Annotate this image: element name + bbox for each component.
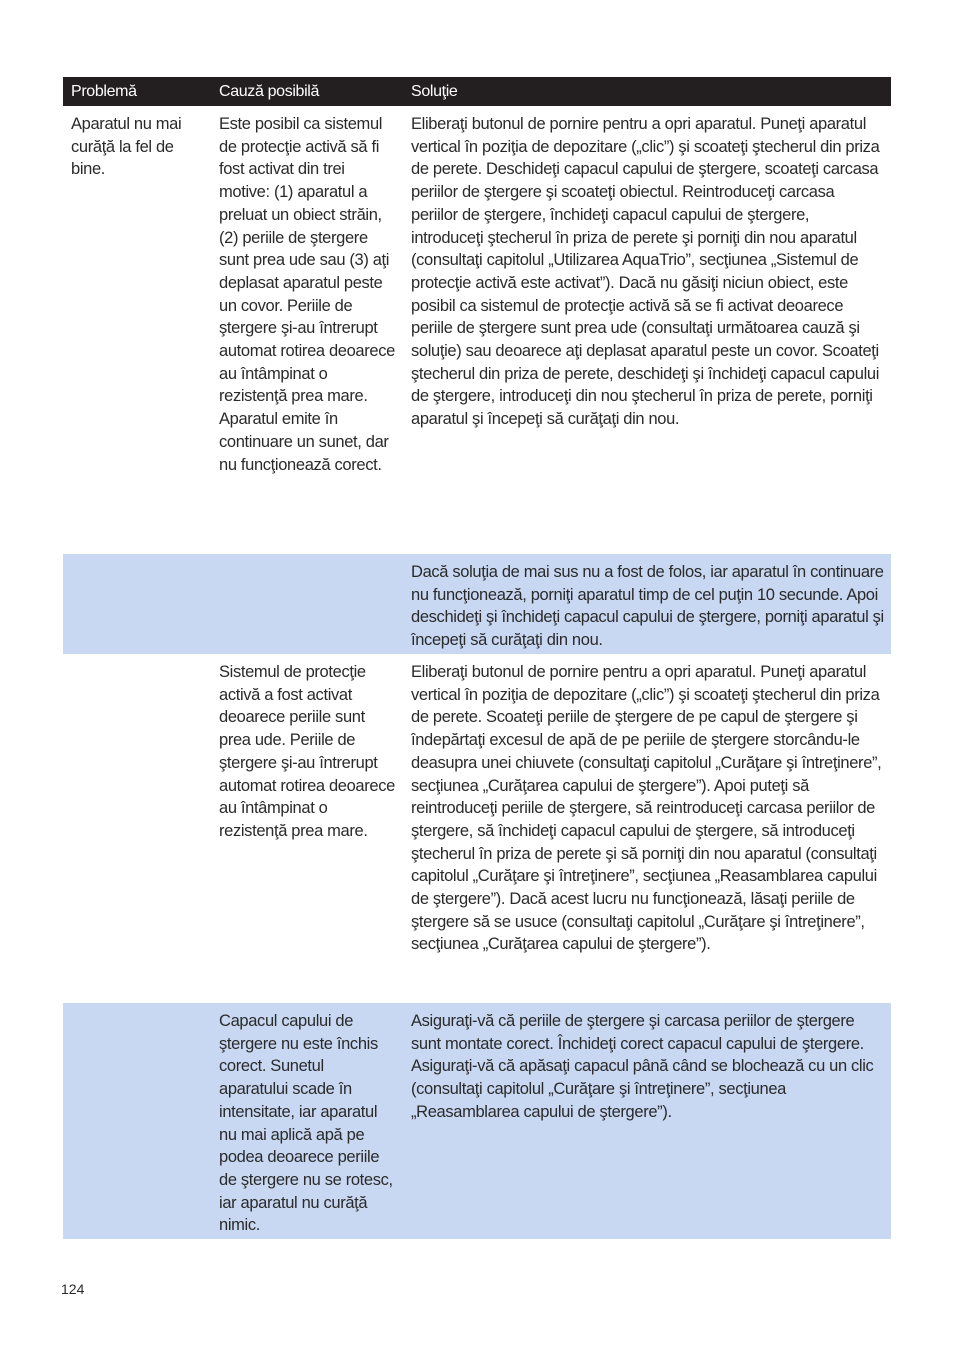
- table-header-row: [63, 77, 891, 106]
- troubleshooting-table: [63, 77, 891, 1239]
- cause-cell: Capacul capului de ştergere nu este închis corect. Sunetul aparatului scade în intensitate, iar aparatul nu mai aplică apă pe podea deoarece periile de ştergere nu se rotesc, iar aparatul nu curăţă nimic.: [219, 1012, 393, 1235]
- solution-cell: Asiguraţi-vă că periile de ştergere şi carcasa periilor de ştergere sunt montate corect. Închideţi corect capacul capului de ştergere. Asiguraţi-vă că apăsaţi capacul până când se blochează cu un clic (consultaţi capitolul „Curăţare şi întreţinere”, secţiunea „Reasamblarea capului de ştergere”).: [411, 1012, 874, 1121]
- cause-cell: Sistemul de protecţie activă a fost activat deoarece periile sunt prea ude. Periile de ştergere şi-au întrerupt automat rotirea deoarece au întâmpinat o rezistenţă prea mare.: [219, 663, 395, 840]
- problem-cell: [63, 654, 211, 1003]
- table-row: [63, 1003, 891, 1239]
- table-row: [63, 654, 891, 1003]
- table-row: [63, 106, 891, 554]
- problem-cell: [63, 554, 211, 654]
- header-cause: Cauză posibilă: [219, 83, 320, 100]
- problem-cell: Aparatul nu mai curăţă la fel de bine.: [71, 115, 182, 179]
- solution-cell: Eliberaţi butonul de pornire pentru a opri aparatul. Puneţi aparatul vertical în poziţia de depozitare („clic”) şi scoateţi ştecherul din priza de perete. Scoateţi periile de ştergere de pe capul de ştergere şi îndepărtaţi excesul de apă de pe periile de ştergere storcându-le deasupra unei chiuvete (consultaţi capitolul „Curăţare şi întreţinere”, secţiunea „Curăţarea capului de ştergere”). Apoi puteţi să reintroduceţi periile de ştergere, să reintroduceţi carcasa periilor de ştergere, să închideţi capacul capului de ştergere, să introduceţi ştecherul în priza de perete şi să porniţi din nou aparatul (consultaţi capitolul „Curăţare şi întreţinere”, secţiunea „Reasamblarea capului de ştergere”). Dacă acest lucru nu funcţionează, lăsaţi periile de ştergere să se usuce (consultaţi capitolul „Curăţare şi întreţinere”, secţiunea „Curăţarea capului de ştergere”).: [411, 663, 882, 954]
- header-solution: Soluţie: [411, 83, 458, 100]
- header-problem: Problemă: [71, 83, 137, 100]
- table-row: [63, 554, 891, 654]
- cause-cell: Este posibil ca sistemul de protecţie activă să fi fost activat din trei motive: (1) aparatul a preluat un obiect străin, (2) periile de ştergere sunt prea ude sau (3) aţi deplasat aparatul peste un covor. Periile de ştergere şi-au întrerupt automat rotirea deoarece au întâmpinat o rezistenţă prea mare. Aparatul emite în continuare un sunet, dar nu funcţionează corect.: [219, 115, 395, 474]
- solution-cell: Dacă soluţia de mai sus nu a fost de folos, iar aparatul în continuare nu funcţionează, porniţi aparatul timp de cel puţin 10 secunde. Apoi deschideţi şi închideţi capacul capului de ştergere, porniţi aparatul şi începeţi să curăţaţi din nou.: [411, 563, 884, 650]
- page-number: 124: [61, 1281, 85, 1297]
- solution-cell: Eliberaţi butonul de pornire pentru a opri aparatul. Puneţi aparatul vertical în poziţia de depozitare („clic”) şi scoateţi ştecherul din priza de perete. Deschideţi capacul capului de ştergere, scoateţi carcasa periilor de ştergere şi scoateţi obiectul. Reintroduceţi carcasa periilor de ştergere, închideţi capacul capului de ştergere, introduceţi ştecherul în priza de perete şi porniţi din nou aparatul (consultaţi capitolul „Utilizarea AquaTrio”, secţiunea „Sistemul de protecţie activă este activat”). Dacă nu găsiţi niciun obiect, este posibil ca sistemul de protecţie activă să se fi activat deoarece periile de ştergere sunt prea ude (consultaţi următoarea cauză şi soluţie) sau deoarece aţi deplasat aparatul peste un covor. Scoateţi ştecherul din priza de perete, deschideţi şi închideţi capacul capului de ştergere, introduceţi din nou ştecherul în priza de perete, porniţi aparatul şi începeţi să curăţaţi din nou.: [411, 115, 880, 429]
- cause-cell: [211, 554, 403, 654]
- problem-cell: [63, 1003, 211, 1239]
